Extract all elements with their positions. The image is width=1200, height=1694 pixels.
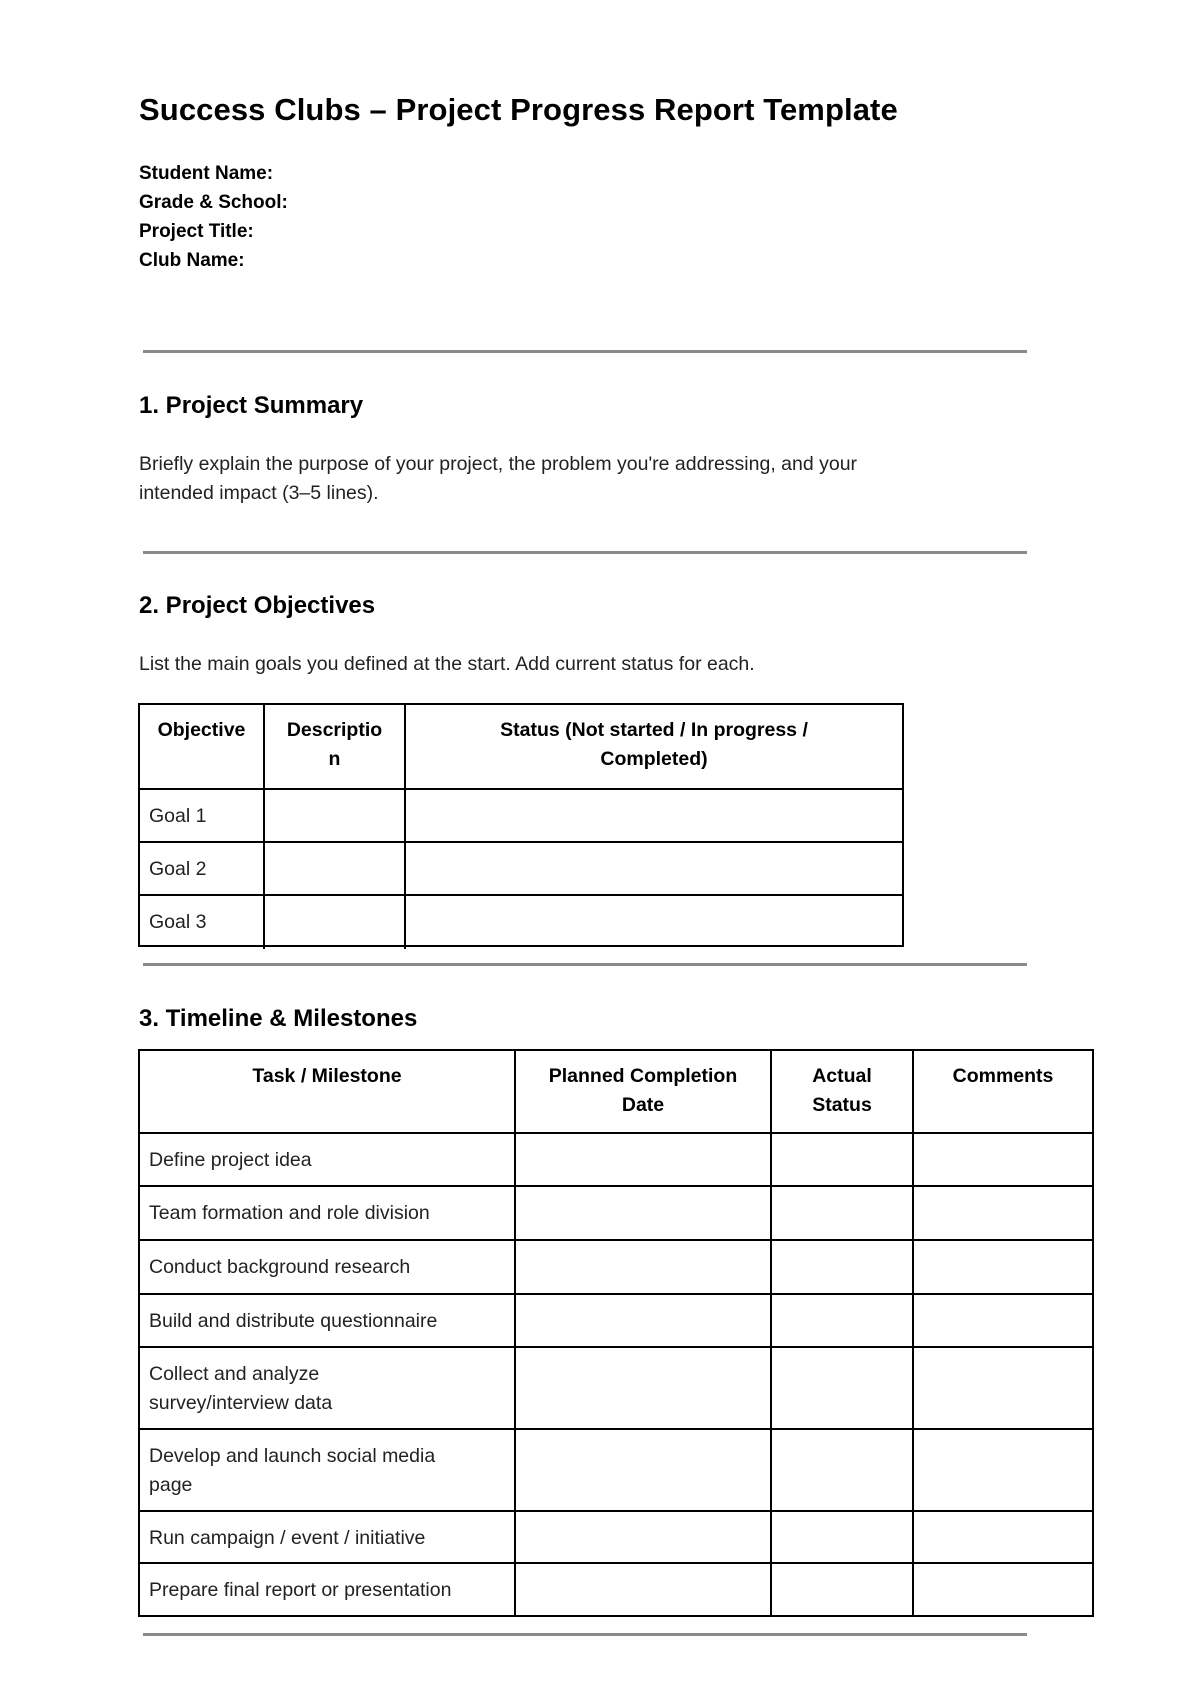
objectives-table xyxy=(138,703,904,947)
comments-cell[interactable] xyxy=(913,1429,1092,1511)
status-cell[interactable] xyxy=(405,895,902,949)
section2-heading: 2. Project Objectives xyxy=(139,592,376,619)
comments-cell[interactable] xyxy=(913,1240,1092,1294)
planned-date-cell[interactable] xyxy=(515,1294,771,1347)
comments-header: Comments xyxy=(913,1051,1092,1133)
description-header: Descriptio n xyxy=(264,705,405,789)
task-cell: Conduct background research xyxy=(140,1240,515,1294)
table-row xyxy=(140,1347,1092,1429)
section1-text xyxy=(139,450,857,508)
task-cell: Team formation and role division xyxy=(140,1186,515,1240)
table-row xyxy=(140,1429,1092,1511)
comments-cell[interactable] xyxy=(913,1294,1092,1347)
table-row xyxy=(140,1133,1092,1186)
actual-status-cell[interactable] xyxy=(771,1240,913,1294)
status-cell[interactable] xyxy=(405,789,902,842)
description-cell[interactable] xyxy=(264,842,405,895)
actual-status-cell[interactable] xyxy=(771,1563,913,1617)
actual-status-cell[interactable] xyxy=(771,1294,913,1347)
document-title: Success Clubs – Project Progress Report Template xyxy=(139,92,898,127)
task-cell: Run campaign / event / initiative xyxy=(140,1511,515,1563)
section1-line-2: intended impact (3–5 lines). xyxy=(139,482,379,504)
task-cell: Prepare final report or presentation xyxy=(140,1563,515,1617)
timeline-header-row xyxy=(140,1051,1092,1133)
divider-1 xyxy=(143,350,1027,353)
table-row xyxy=(140,842,902,895)
actual-status-cell[interactable] xyxy=(771,1511,913,1563)
table-row xyxy=(140,1511,1092,1563)
club-name-label: Club Name: xyxy=(139,250,245,271)
status-header: Status (Not started / In progress / Completed) xyxy=(405,705,902,789)
divider-4 xyxy=(143,1633,1027,1636)
table-row xyxy=(140,1240,1092,1294)
comments-cell[interactable] xyxy=(913,1511,1092,1563)
project-title-label: Project Title: xyxy=(139,221,254,242)
divider-2 xyxy=(143,551,1027,554)
section2-text: List the main goals you defined at the start. Add current status for each. xyxy=(139,653,755,675)
divider-3 xyxy=(143,963,1027,966)
planned-date-cell[interactable] xyxy=(515,1563,771,1617)
objective-cell: Goal 2 xyxy=(140,842,264,895)
student-name-label: Student Name: xyxy=(139,163,274,184)
timeline-table xyxy=(138,1049,1094,1617)
section1-line-1: Briefly explain the purpose of your project, the problem you're addressing, and your xyxy=(139,453,858,475)
planned-date-cell[interactable] xyxy=(515,1511,771,1563)
planned-date-cell[interactable] xyxy=(515,1429,771,1511)
status-cell[interactable] xyxy=(405,842,902,895)
task-cell: Collect and analyze survey/interview data xyxy=(140,1347,515,1429)
planned-date-cell[interactable] xyxy=(515,1240,771,1294)
planned-date-cell[interactable] xyxy=(515,1186,771,1240)
comments-cell[interactable] xyxy=(913,1133,1092,1186)
task-cell: Build and distribute questionnaire xyxy=(140,1294,515,1347)
comments-cell[interactable] xyxy=(913,1186,1092,1240)
task-cell: Develop and launch social media page xyxy=(140,1429,515,1511)
objective-cell: Goal 3 xyxy=(140,895,264,949)
section3-heading: 3. Timeline & Milestones xyxy=(139,1005,418,1032)
table-row xyxy=(140,1563,1092,1617)
planned-date-cell[interactable] xyxy=(515,1347,771,1429)
planned-date-header: Planned Completion Date xyxy=(515,1051,771,1133)
actual-status-cell[interactable] xyxy=(771,1186,913,1240)
table-row xyxy=(140,895,902,949)
actual-status-cell[interactable] xyxy=(771,1429,913,1511)
planned-date-cell[interactable] xyxy=(515,1133,771,1186)
task-header: Task / Milestone xyxy=(140,1051,515,1133)
actual-status-cell[interactable] xyxy=(771,1133,913,1186)
grade-school-label: Grade & School: xyxy=(139,192,288,213)
description-cell[interactable] xyxy=(264,789,405,842)
description-cell[interactable] xyxy=(264,895,405,949)
actual-status-cell[interactable] xyxy=(771,1347,913,1429)
task-cell: Define project idea xyxy=(140,1133,515,1186)
comments-cell[interactable] xyxy=(913,1347,1092,1429)
objective-cell: Goal 1 xyxy=(140,789,264,842)
comments-cell[interactable] xyxy=(913,1563,1092,1617)
table-row xyxy=(140,1186,1092,1240)
objective-header: Objective xyxy=(140,705,264,789)
section1-heading: 1. Project Summary xyxy=(139,392,364,419)
objectives-header-row xyxy=(140,705,902,789)
actual-status-header: Actual Status xyxy=(771,1051,913,1133)
table-row xyxy=(140,789,902,842)
table-row xyxy=(140,1294,1092,1347)
